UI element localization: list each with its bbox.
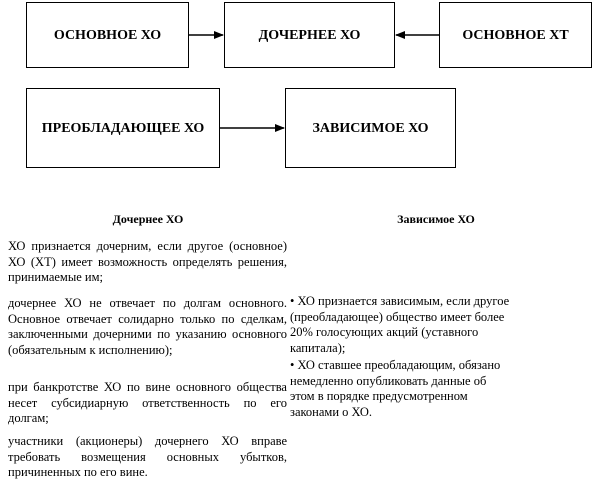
box-dependent-xo-label: ЗАВИСИМОЕ ХО	[312, 120, 429, 136]
left-paragraph: ХО признается дочерним, если другое (основное) ХО (ХТ) имеет возможность определять решения, принимаемые им;	[8, 239, 287, 285]
box-dominant-xo-label: ПРЕОБЛАДАЮЩЕЕ ХО	[41, 120, 205, 136]
left-column-title: Дочернее ХО	[112, 212, 184, 226]
right-column-title: Зависимое ХО	[397, 212, 475, 226]
box-main-xt-label: ОСНОВНОЕ ХТ	[462, 27, 569, 43]
left-paragraph: при банкротстве ХО по вине основного общества несет субсидиарную ответственность по его долгам;	[8, 380, 287, 426]
right-bullet-item: • ХО признается зависимым, если другое (преобладающее) общество имеет более 20% голосующих акций (уставного капитала);	[290, 294, 510, 355]
left-paragraph: участники (акционеры) дочернего ХО вправе требовать возмещения основных убытков, причиненных по его вине.	[8, 434, 287, 480]
box-main-xo	[26, 2, 189, 68]
box-main-xt	[439, 2, 592, 68]
box-dominant-xo	[26, 88, 220, 168]
right-bullet-item: • ХО ставшее преобладающим, обязано немедленно опубликовать данные об этом в порядке предусмотренном законами о ХО.	[290, 358, 501, 419]
box-dependent-xo	[285, 88, 456, 168]
box-main-xo-label: ОСНОВНОЕ ХО	[53, 27, 162, 43]
box-subsidiary-xo-label: ДОЧЕРНЕЕ ХО	[258, 27, 361, 43]
box-subsidiary-xo	[224, 2, 395, 68]
left-paragraph: дочернее ХО не отвечает по долгам основного. Основное отвечает солидарно только по сделкам, заключенными дочерними по указанию основного (обязательным к исполнению);	[8, 296, 287, 357]
